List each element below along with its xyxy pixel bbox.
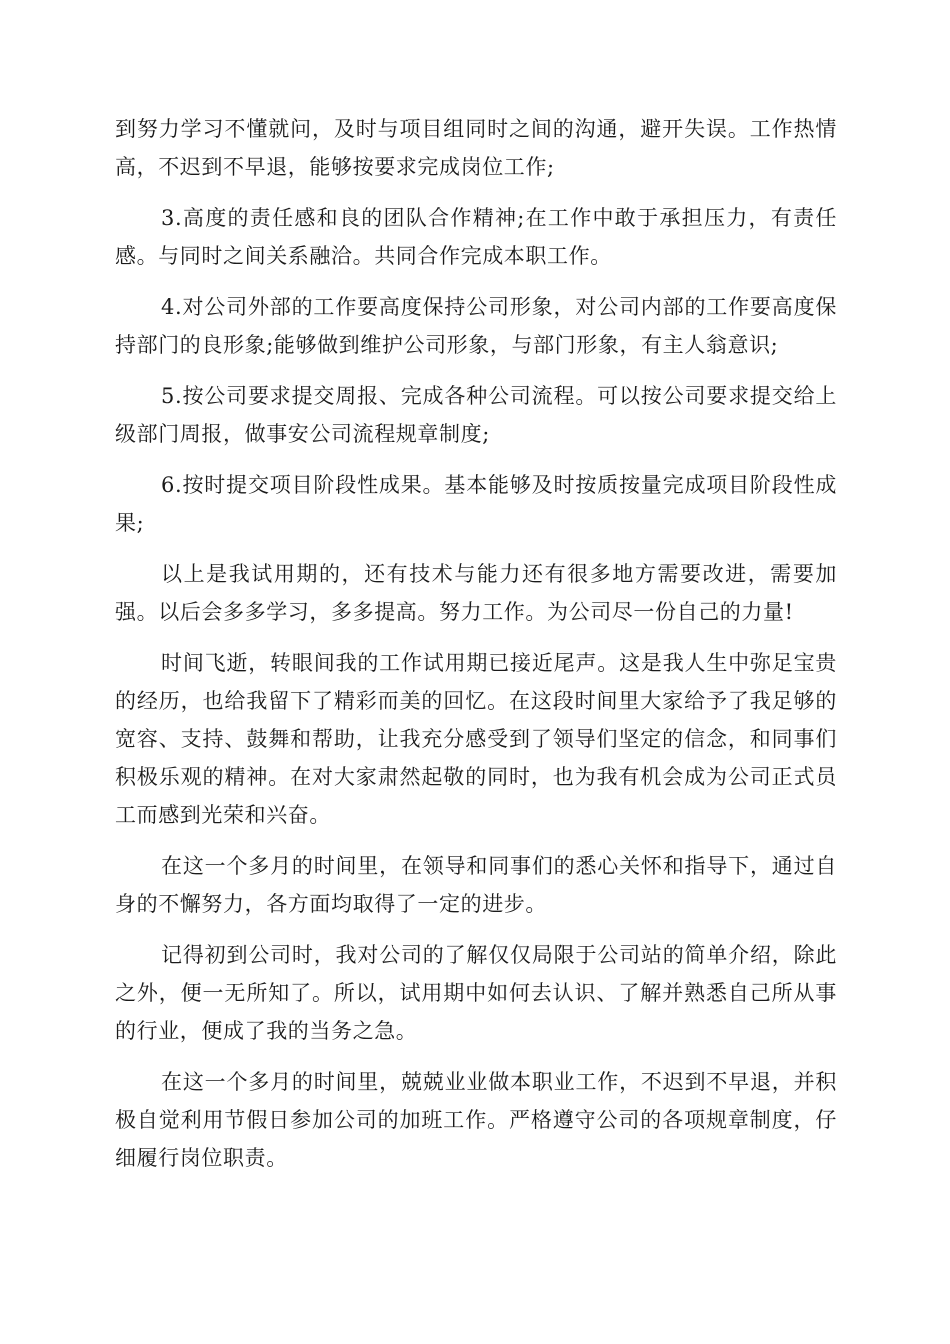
paragraph-3: 4.对公司外部的工作要高度保持公司形象，对公司内部的工作要高度保持部门的良形象;能够做到维护公司形象，与部门形象，有主人翁意识; xyxy=(115,295,837,357)
paragraph-8: 在这一个多月的时间里，在领导和同事们的悉心关怀和指导下，通过自身的不懈努力，各方面均取得了一定的进步。 xyxy=(115,854,837,916)
paragraph-1: 到努力学习不懂就问，及时与项目组同时之间的沟通，避开失误。工作热情高，不迟到不早退，能够按要求完成岗位工作; xyxy=(115,117,837,179)
paragraph-9: 记得初到公司时，我对公司的了解仅仅局限于公司站的简单介绍，除此之外，便一无所知了。所以，试用期中如何去认识、了解并熟悉自己所从事的行业，便成了我的当务之急。 xyxy=(115,943,837,1043)
document-body xyxy=(115,110,837,1190)
paragraph-4: 5.按公司要求提交周报、完成各种公司流程。可以按公司要求提交给上级部门周报，做事安公司流程规章制度; xyxy=(115,384,837,446)
paragraph-2: 3.高度的责任感和良的团队合作精神;在工作中敢于承担压力，有责任感。与同时之间关系融洽。共同合作完成本职工作。 xyxy=(115,206,837,268)
paragraph-7: 时间飞逝，转眼间我的工作试用期已接近尾声。这是我人生中弥足宝贵的经历，也给我留下了精彩而美的回忆。在这段时间里大家给予了我足够的宽容、支持、鼓舞和帮助，让我充分感受到了领导们坚定的信念，和同事们积极乐观的精神。在对大家肃然起敬的同时，也为我有机会成为公司正式员工而感到光荣和兴奋。 xyxy=(115,651,837,827)
paragraph-5: 6.按时提交项目阶段性成果。基本能够及时按质按量完成项目阶段性成果; xyxy=(115,473,837,535)
paragraph-6: 以上是我试用期的，还有技术与能力还有很多地方需要改进，需要加强。以后会多多学习，多多提高。努力工作。为公司尽一份自己的力量! xyxy=(115,562,837,624)
paragraph-10: 在这一个多月的时间里，兢兢业业做本职业工作，不迟到不早退，并积极自觉利用节假日参加公司的加班工作。严格遵守公司的各项规章制度，仔细履行岗位职责。 xyxy=(115,1070,837,1170)
